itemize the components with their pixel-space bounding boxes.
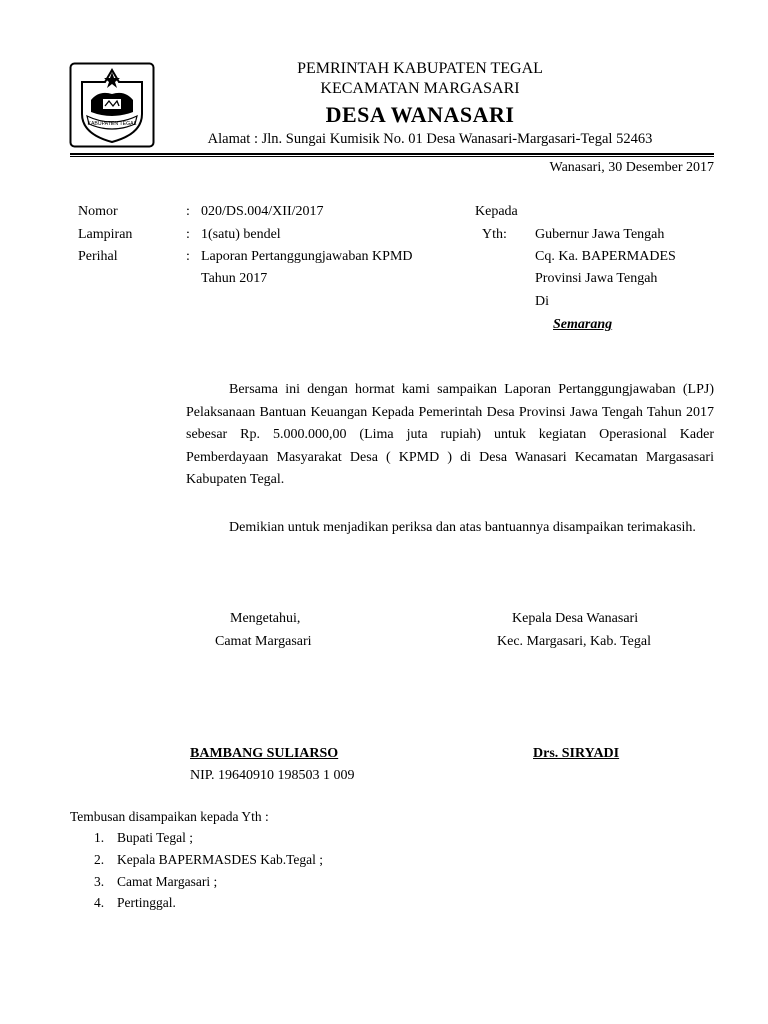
- recipient-line-4: Di: [535, 294, 549, 309]
- signature-left-line-1: Mengetahui,: [230, 611, 301, 626]
- perihal-value-line-2: Tahun 2017: [201, 271, 268, 286]
- perihal-colon: :: [186, 249, 190, 264]
- cc-item-number: 2.: [94, 852, 105, 867]
- recipient-kepada: Kepada: [475, 204, 518, 219]
- cc-item-number: 4.: [94, 895, 105, 910]
- recipient-line-3: Provinsi Jawa Tengah: [535, 271, 658, 286]
- letterhead-address: Alamat : Jln. Sungai Kumisik No. 01 Desa Wanasari-Margasari-Tegal 52463: [207, 131, 653, 147]
- signature-right-line-2: Kec. Margasari, Kab. Tegal: [497, 634, 651, 649]
- lampiran-colon: :: [186, 227, 190, 242]
- signature-right-name: Drs. SIRYADI: [533, 746, 620, 761]
- kabupaten-tegal-emblem: [69, 62, 155, 148]
- perihal-label: Perihal: [78, 249, 118, 264]
- nomor-value: 020/DS.004/XII/2017: [201, 204, 324, 219]
- cc-item-text: Kepala BAPERMASDES Kab.Tegal ;: [117, 852, 324, 867]
- body-paragraph-1: Bersama ini dengan hormat kami sampaikan Laporan Pertanggungjawaban (LPJ) Pelaksanaan Bantuan Keuangan Kepada Pemerintah Desa Provinsi Jawa Tengah Tahun 2017 sebesar Rp. 5.000.000,00 (Lima juta rupiah) untuk kegiatan Operasional Kader Pemberdayaan Masyarakat Desa ( KPMD ) di Desa Wanasari Kecamatan Margasasari Kabupaten Tegal.: [186, 382, 714, 487]
- cc-item-text: Camat Margasari ;: [117, 874, 218, 889]
- cc-item-text: Bupati Tegal ;: [117, 830, 194, 845]
- body-paragraph-2: Demikian untuk menjadikan periksa dan atas bantuannya disampaikan terimakasih.: [229, 520, 696, 535]
- letter-date: Wanasari, 30 Desember 2017: [549, 160, 714, 175]
- nomor-label: Nomor: [78, 204, 118, 219]
- letterhead-divider-thick: [70, 153, 714, 155]
- recipient-city: Semarang: [553, 317, 613, 332]
- cc-item-number: 1.: [94, 830, 105, 845]
- letterhead-divider-thin: [70, 156, 714, 157]
- cc-heading: Tembusan disampaikan kepada Yth :: [70, 809, 269, 824]
- signature-left-name: BAMBANG SULIARSO: [190, 746, 339, 761]
- lampiran-label: Lampiran: [78, 227, 133, 242]
- cc-item-number: 3.: [94, 874, 105, 889]
- lampiran-value: 1(satu) bendel: [201, 227, 281, 242]
- letterhead-line-1: PEMRINTAH KABUPATEN TEGAL: [297, 60, 543, 77]
- svg-text:KABUPATEN TEGAL: KABUPATEN TEGAL: [87, 121, 137, 127]
- letterhead-village-name: DESA WANASARI: [325, 102, 515, 127]
- signature-right-line-1: Kepala Desa Wanasari: [512, 611, 639, 626]
- cc-item-text: Pertinggal.: [117, 895, 176, 910]
- signature-left-nip: NIP. 19640910 198503 1 009: [190, 768, 355, 783]
- signature-left-line-2: Camat Margasari: [215, 634, 312, 649]
- recipient-yth: Yth:: [482, 227, 507, 242]
- recipient-line-2: Cq. Ka. BAPERMADES: [535, 249, 676, 264]
- perihal-value-line-1: Laporan Pertanggungjawaban KPMD: [201, 249, 413, 264]
- letterhead-line-2: KECAMATAN MARGASARI: [320, 80, 520, 97]
- nomor-colon: :: [186, 204, 190, 219]
- recipient-line-1: Gubernur Jawa Tengah: [535, 227, 665, 242]
